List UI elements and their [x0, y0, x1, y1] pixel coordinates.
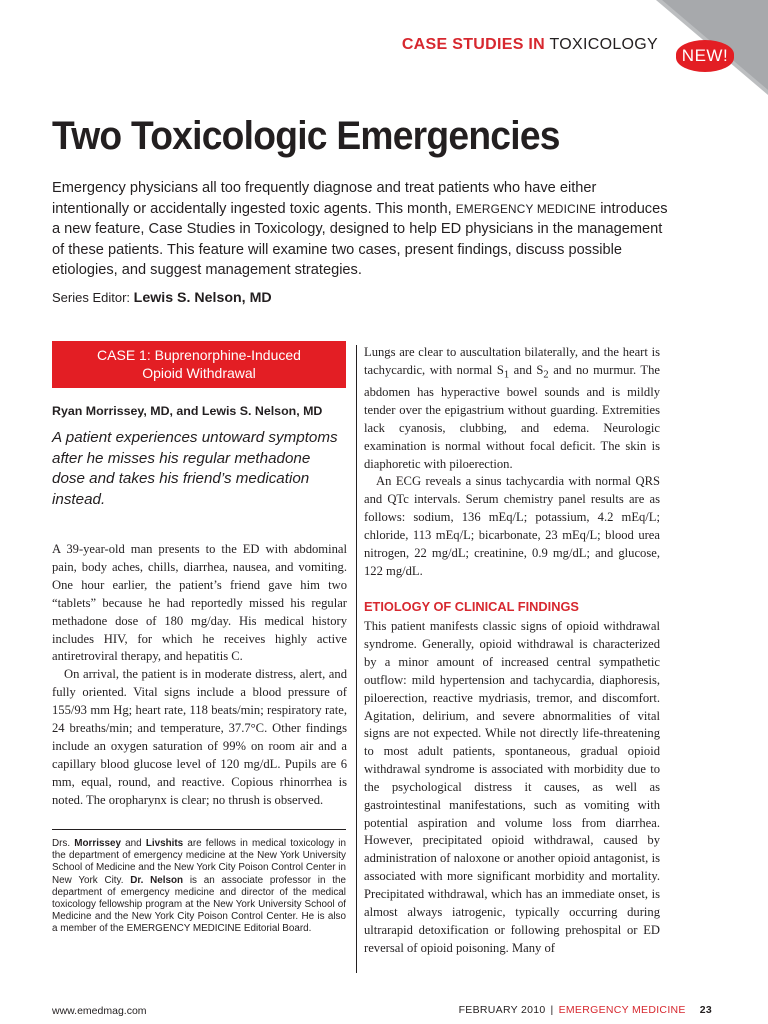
body-paragraph: On arrival, the patient is in moderate distress, alert, and fully oriented. Vital signs include a blood pressure of 155/93 mm Hg; heart rate, 118 beats/min; respiratory rate, 24 breaths/min; and temperature, 37.7°C. Other findings include an oxygen saturation of 99% on room air and a capillary blood glucose level of 120 mg/dL. Pupils are 6 mm, equal, round, and reactive. Copious rhinorrhea is noted. The oropharynx is clear; no thrush is observed.: [52, 667, 347, 807]
intro-journal-name: EMERGENCY MEDICINE: [455, 201, 597, 216]
series-editor-name: Lewis S. Nelson, MD: [133, 290, 272, 306]
author-bio: [52, 838, 346, 936]
case-deck: A patient experiences untoward symptoms after he misses his regular methadone dose and takes his friend’s medication instead.: [52, 429, 338, 508]
section-heading: ETIOLOGY OF CLINICAL FINDINGS: [364, 599, 579, 615]
intro-text-2: introduces a new feature, Case Studies in Toxicology, designed to help ED physicians in the management of these patients. This feature will examine two cases, present findings, discuss possible etiologies, and suggest management strategies.: [52, 200, 668, 278]
footer-date: FEBRUARY 2010: [458, 1004, 546, 1016]
column-divider: [356, 345, 357, 973]
subscript: 2: [543, 369, 549, 381]
body-paragraph: This patient manifests classic signs of opioid withdrawal syndrome. Generally, opioid withdrawal is characterized by a minor amount of increased central sympathetic outflow: mild hypertension and tachycardia, diaphoresis, piloerection, reactive mydriasis, tremor, and discomfort. Agitation, delirium, and severe abnormalities of vital signs are not expected. While not directly life-threatening to most adult patients, spontaneous, gradual opioid withdrawal syndrome is associated with morbidity due to the psychological distress it causes, as well as gastrointestinal manifestations, such as vomiting with potential aspiration and volume loss from diarrhea. However, precipitated opioid withdrawal, caused by administration of naloxone or another opioid antagonist, is associated with more significant morbidity and mortality. Precipitated withdrawal, which has an immediate onset, is almost always iatrogenic, typically occurring during ultrarapid detoxification or following prehospital or ED reversal of opioid poisoning. Many of: [364, 619, 660, 955]
right-column-body: [364, 344, 660, 957]
series-topic: TOXICOLOGY: [549, 36, 658, 53]
intro-text-1: Emergency physicians all too frequently diagnose and treat patients who have either intentionally or accidentally ingested toxic agents. This month,: [52, 180, 597, 217]
case-title-line-1: CASE 1: Buprenorphine-Induced: [97, 347, 301, 363]
body-text: and S: [509, 362, 544, 377]
bio-author-name: Morrissey: [74, 838, 121, 849]
series-editor: [52, 290, 272, 306]
new-badge: NEW!: [676, 40, 734, 72]
bio-text: are fellows in medical toxicology in the department of emergency medicine at the New York University School of Medicine and the New York City Poison Control Center in New York City.: [52, 838, 346, 886]
footer-info: [459, 1004, 712, 1016]
bio-text: and: [125, 838, 142, 849]
footer-separator: |: [550, 1004, 554, 1016]
page-number: 23: [699, 1004, 712, 1016]
footer-journal: EMERGENCY MEDICINE: [558, 1004, 686, 1016]
bio-text: Drs.: [52, 838, 71, 849]
footer-url: www.emedmag.com: [52, 1005, 147, 1017]
bio-divider: [52, 829, 346, 830]
intro-paragraph: [52, 178, 672, 281]
body-text: and no murmur. The abdomen has hyperactive bowel sounds and is mildly tender over the epigastrium without guarding. Extremities lack cyanosis, clubbing, and edema. Neurologic examination is normal without focal deficit. The skin is diaphoretic with piloerection.: [364, 362, 661, 471]
series-editor-label: Series Editor:: [52, 290, 131, 305]
body-text: Lungs are clear to auscultation bilaterally, and the heart is tachycardic, with normal S: [364, 345, 660, 377]
bio-author-name: Dr. Nelson: [130, 874, 184, 886]
body-paragraph: An ECG reveals a sinus tachycardia with normal QRS and QTc intervals. Serum chemistry panel results are as follows: sodium, 136 mEq/L; potassium, 4.2 mEq/L; chloride, 113 mEq/L; bicarbonate, 23 mEq/L; blood urea nitrogen, 22 mg/dL; creatinine, 0.9 mg/dL; and glucose, 122 mg/dL.: [364, 474, 660, 578]
bio-author-name: Livshits: [145, 838, 184, 849]
subscript: 1: [503, 369, 510, 381]
body-paragraph: A 39-year-old man presents to the ED with abdominal pain, body aches, chills, diarrhea, nausea, and vomiting. One hour earlier, the patient’s friend gave him two “tablets” because he had reportedly missed his regular methadone dose of 180 mg/day. His medical history includes HIV, for which he receives highly active antiretroviral therapy, and hepatitis C.: [52, 542, 347, 664]
left-column-body: [52, 541, 347, 810]
series-header: [402, 36, 658, 54]
series-label: CASE STUDIES IN: [401, 36, 546, 53]
body-paragraph: [364, 344, 660, 473]
article-title: Two Toxicologic Emergencies: [52, 114, 560, 158]
bio-text: is an associate professor in the department of emergency medicine and director of the medical toxicology fellowship program at the New York University School of Medicine and the New York City Poison Control Center. He is also a member of the EMERGENCY MEDICINE Editorial Board.: [52, 874, 346, 935]
case-title-line-2: Opioid Withdrawal: [142, 365, 256, 381]
case-authors: Ryan Morrissey, MD, and Lewis S. Nelson, MD: [52, 404, 323, 418]
case-title-box: [52, 341, 346, 388]
